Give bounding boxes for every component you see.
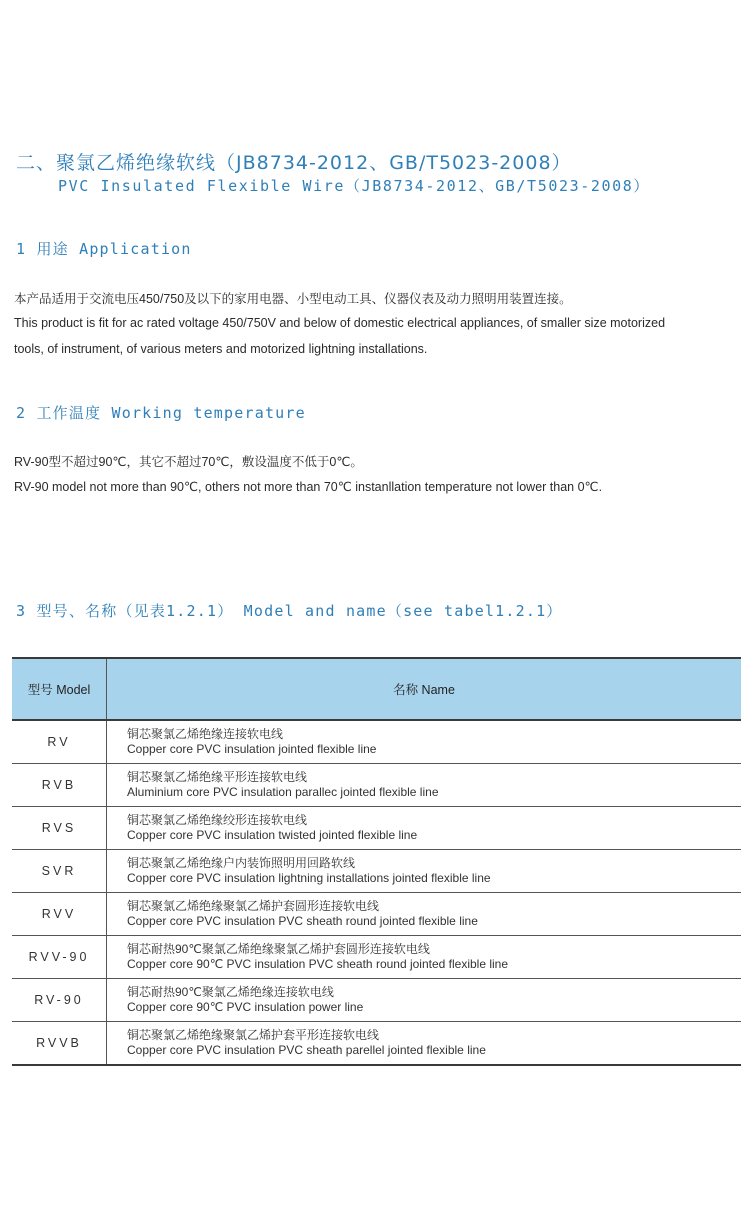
name-cn: 铜芯聚氯乙烯绝缘聚氯乙烯护套圆形连接软电线 <box>127 899 380 913</box>
model-cell: RVB <box>12 764 107 807</box>
name-cell <box>107 979 742 1022</box>
name-cn: 铜芯聚氯乙烯绝缘连接软电线 <box>127 727 284 741</box>
table-row <box>12 720 741 764</box>
model-cell: RVVB <box>12 1022 107 1066</box>
table-row <box>12 807 741 850</box>
model-cell: RVV-90 <box>12 936 107 979</box>
model-name-table <box>12 657 741 1066</box>
section-models-heading: 3 型号、名称（见表1.2.1） Model and name（see tabel1.2.1） <box>16 602 563 620</box>
model-cell: RV-90 <box>12 979 107 1022</box>
table-row <box>12 764 741 807</box>
name-cell <box>107 764 742 807</box>
section-application-heading: 1 用途 Application <box>16 240 192 258</box>
name-en: Copper core PVC insulation lightning installations jointed flexible line <box>127 871 491 885</box>
name-en: Copper core 90℃ PVC insulation power line <box>127 1000 364 1014</box>
temperature-text-en: RV-90 model not more than 90℃, others not more than 70℃ instanllation temperature not lower than 0℃. <box>14 480 603 494</box>
table-row <box>12 893 741 936</box>
name-cn: 铜芯耐热90℃聚氯乙烯绝缘聚氯乙烯护套圆形连接软电线 <box>127 942 430 956</box>
table-row <box>12 936 741 979</box>
name-cn: 铜芯聚氯乙烯绝缘绞形连接软电线 <box>127 813 308 827</box>
table-row <box>12 850 741 893</box>
model-cell: SVR <box>12 850 107 893</box>
table-header-row <box>12 658 741 720</box>
name-en: Copper core PVC insulation PVC sheath parellel jointed flexible line <box>127 1043 486 1057</box>
column-header-name: 名称 Name <box>107 658 742 720</box>
name-en: Aluminium core PVC insulation parallec jointed flexible line <box>127 785 439 799</box>
name-en: Copper core 90℃ PVC insulation PVC sheath round jointed flexible line <box>127 957 509 971</box>
model-cell: RV <box>12 720 107 764</box>
name-cell <box>107 850 742 893</box>
table-row <box>12 1022 741 1066</box>
name-cell <box>107 720 742 764</box>
name-en: Copper core PVC insulation jointed flexible line <box>127 742 377 756</box>
page-title: 二、聚氯乙烯绝缘软线（JB8734-2012、GB/T5023-2008） <box>16 152 572 174</box>
name-cn: 铜芯聚氯乙烯绝缘聚氯乙烯护套平形连接软电线 <box>127 1028 380 1042</box>
table-row <box>12 979 741 1022</box>
page-subtitle: PVC Insulated Flexible Wire（JB8734-2012、GB/T5023-2008） <box>58 177 650 195</box>
application-text-en-2: tools, of instrument, of various meters and motorized lightning installations. <box>14 342 428 356</box>
name-en: Copper core PVC insulation twisted jointed flexible line <box>127 828 418 842</box>
name-cn: 铜芯聚氯乙烯绝缘户内装饰照明用回路软线 <box>127 856 356 870</box>
column-header-model: 型号 Model <box>12 658 107 720</box>
name-cell <box>107 1022 742 1066</box>
section-temperature-heading: 2 工作温度 Working temperature <box>16 404 306 422</box>
temperature-text-cn: RV-90型不超过90℃，其它不超过70℃，敷设温度不低于0℃。 <box>14 455 363 469</box>
name-cn: 铜芯聚氯乙烯绝缘平形连接软电线 <box>127 770 308 784</box>
application-text-en-1: This product is fit for ac rated voltage 450/750V and below of domestic electrical appliances, of smaller size motorized <box>14 316 666 330</box>
name-cell <box>107 936 742 979</box>
name-en: Copper core PVC insulation PVC sheath round jointed flexible line <box>127 914 478 928</box>
name-cell <box>107 807 742 850</box>
name-cell <box>107 893 742 936</box>
model-cell: RVV <box>12 893 107 936</box>
name-cn: 铜芯耐热90℃聚氯乙烯绝缘连接软电线 <box>127 985 334 999</box>
application-text-cn: 本产品适用于交流电压450/750及以下的家用电器、小型电动工具、仪器仪表及动力照明用装置连接。 <box>14 292 572 306</box>
model-cell: RVS <box>12 807 107 850</box>
